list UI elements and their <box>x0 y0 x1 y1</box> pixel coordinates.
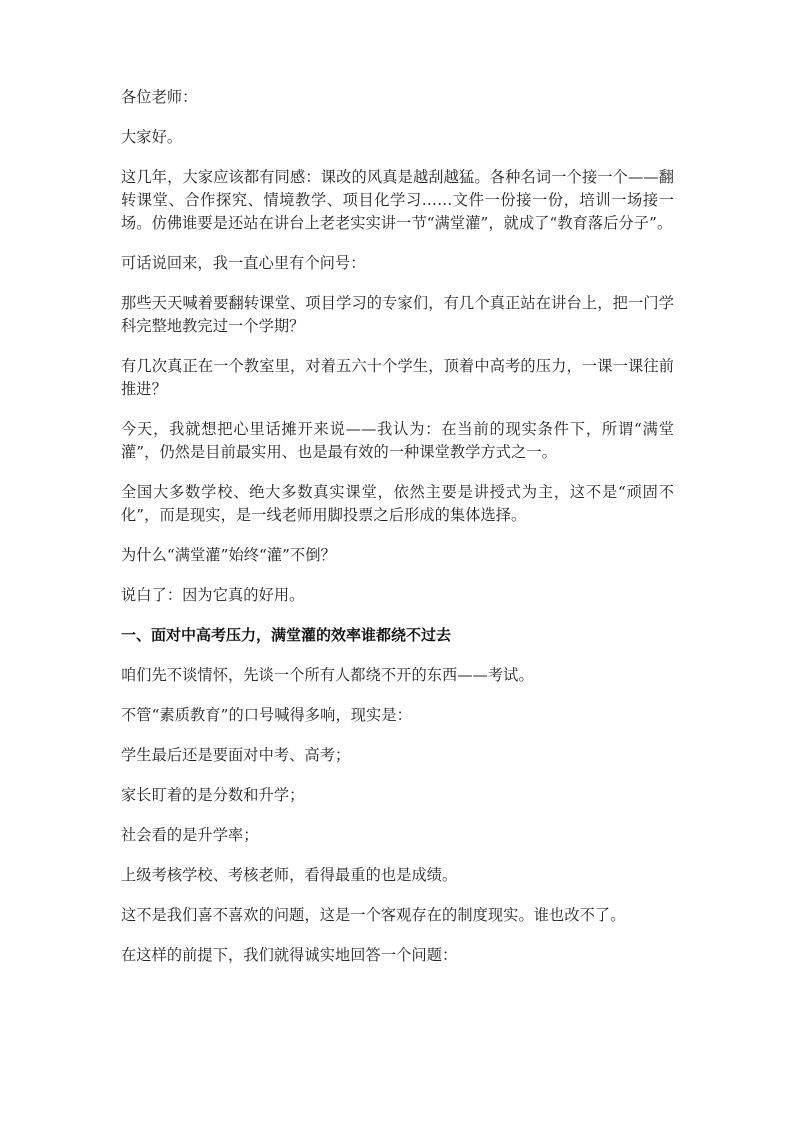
section-heading: 一、面对中高考压力，满堂灌的效率谁都绕不过去 <box>121 626 452 644</box>
paragraph: 那些天天喊着要翻转课堂、项目学习的专家们，有几个真正站在讲台上，把一门学科完整地教完过一个学期？ <box>121 294 674 335</box>
paragraph: 咱们先不谈情怀，先谈一个所有人都绕不开的东西——考试。 <box>121 666 534 684</box>
paragraph: 这几年，大家应该都有同感：课改的风真是越刮越猛。各种名词一个接一个——翻转课堂、合作探究、情境教学、项目化学习……文件一份接一份，培训一场接一场。仿佛谁要是还站在讲台上老老实实讲一节“满堂灌”，就成了“教育落后分子”。 <box>121 168 674 232</box>
salutation: 各位老师： <box>121 88 198 106</box>
paragraph: 有几次真正在一个教室里，对着五六十个学生，顶着中高考的压力，一课一课往前推进？ <box>121 357 674 398</box>
paragraph: 为什么“满堂灌”始终“灌”不倒？ <box>121 546 336 564</box>
paragraph: 今天，我就想把心里话摊开来说——我认为：在当前的现实条件下，所谓“满堂灌”，仍然是目前最实用、也是最有效的一种课堂教学方式之一。 <box>121 420 674 461</box>
paragraph: 全国大多数学校、绝大多数真实课堂，依然主要是讲授式为主，这不是“顽固不化”，而是现实，是一线老师用脚投票之后形成的集体选择。 <box>121 483 674 524</box>
document-page <box>121 86 674 984</box>
paragraph: 这不是我们喜不喜欢的问题，这是一个客观存在的制度现实。谁也改不了。 <box>121 906 626 924</box>
list-line: 上级考核学校、考核老师，看得最重的也是成绩。 <box>121 866 458 884</box>
list-line: 家长盯着的是分数和升学； <box>121 786 305 804</box>
paragraph: 说白了：因为它真的好用。 <box>121 586 305 604</box>
paragraph: 在这样的前提下，我们就得诚实地回答一个问题： <box>121 946 458 964</box>
greeting: 大家好。 <box>121 128 183 146</box>
list-line: 社会看的是升学率； <box>121 826 259 844</box>
list-line: 学生最后还是要面对中考、高考； <box>121 746 351 764</box>
paragraph: 可话说回来，我一直心里有个问号： <box>121 254 366 272</box>
paragraph: 不管“素质教育”的口号喊得多响，现实是： <box>121 706 412 724</box>
